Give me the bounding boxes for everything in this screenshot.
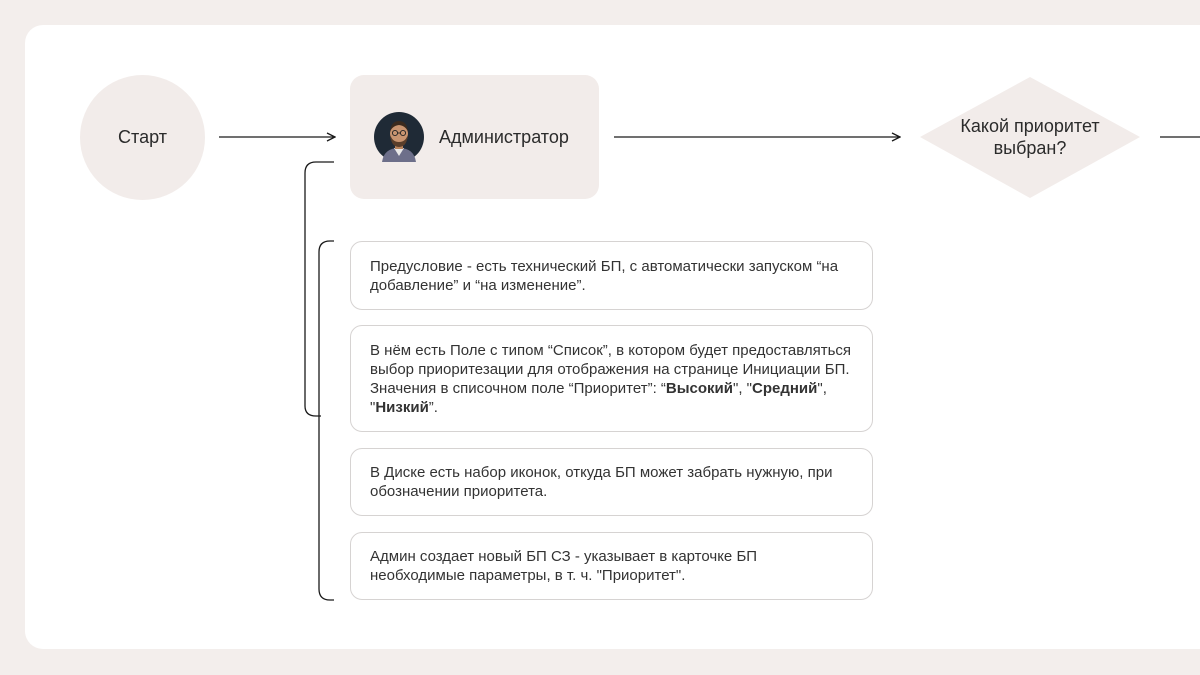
- note-list-field: [350, 325, 873, 432]
- priority-value-medium: Средний: [752, 379, 818, 397]
- administrator-avatar-icon: [374, 112, 424, 162]
- note-admin-creates: [350, 532, 873, 600]
- note-icons-text: В Диске есть набор иконок, откуда БП может забрать нужную, при обозначении приоритета.: [370, 464, 833, 500]
- start-node: [80, 75, 205, 200]
- priority-separator-2: ", ": [370, 379, 827, 416]
- bracket-notes: [319, 241, 334, 600]
- note-list-field-outro: ”.: [428, 398, 438, 416]
- note-precondition: [350, 241, 873, 310]
- actor-label: Администратор: [439, 126, 569, 147]
- note-list-field-intro: В нём есть Поле с типом “Список”, в котором будет предоставляться выбор приоритезации для отображения на странице Инициации БП. Значения в списочном поле “Приоритет”: “: [370, 341, 852, 397]
- decision-label: Какой приоритет выбран?: [960, 116, 1100, 158]
- priority-value-high: Высокий: [665, 379, 734, 397]
- priority-separator-1: ", ": [733, 379, 752, 397]
- note-precondition-text: Предусловие - есть технический БП, с автоматически запуском “на добавление” и “на изменение”.: [370, 257, 839, 294]
- actor-node: [350, 75, 599, 199]
- note-admin-creates-text: Админ создает новый БП СЗ - указывает в карточке БП необходимые параметры, в т. ч. "Приоритет".: [370, 548, 758, 584]
- start-label: Старт: [118, 127, 167, 147]
- note-icons: [350, 448, 873, 516]
- note-list-field-text: [370, 341, 853, 417]
- priority-value-low: Низкий: [375, 398, 429, 416]
